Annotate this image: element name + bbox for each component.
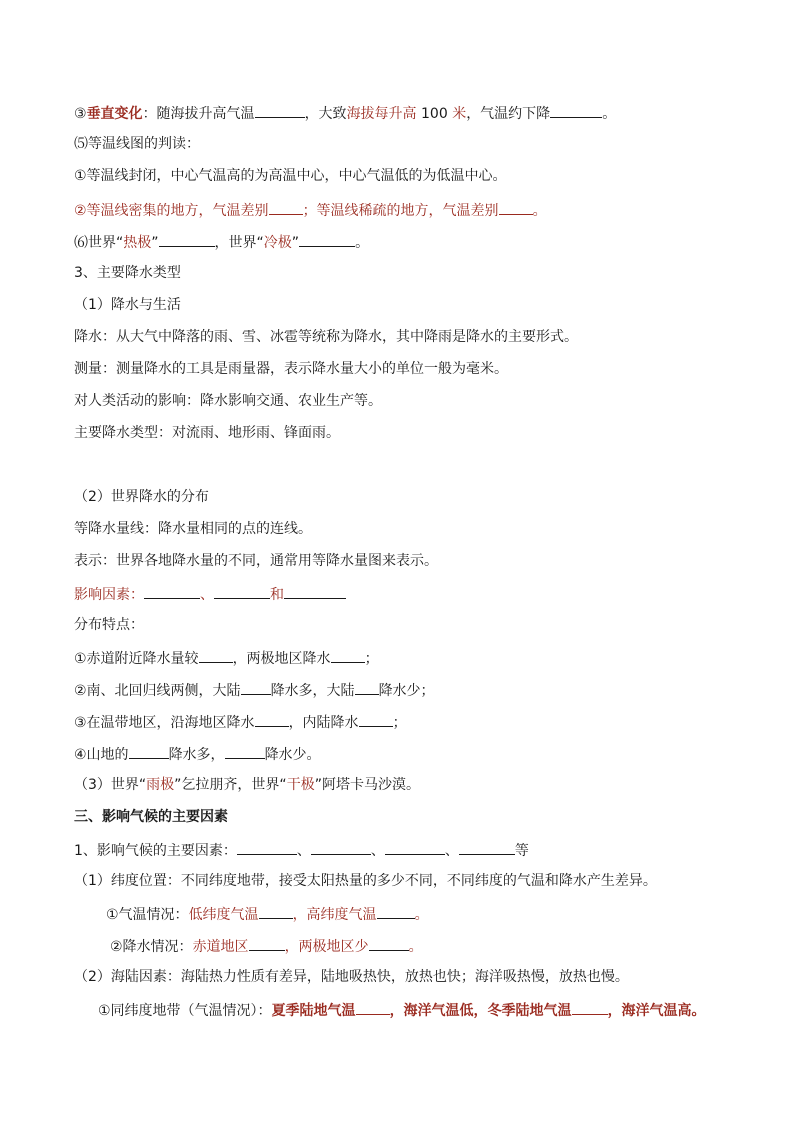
line-precip-map: 表示：世界各地降水量的不同，通常用等降水量图来表示。 <box>74 553 438 569</box>
line-precip-measurement: 测量：测量降水的工具是雨量器，表示降水量大小的单位一般为毫米。 <box>74 361 508 377</box>
blank <box>225 743 265 759</box>
blank <box>255 102 305 118</box>
blank <box>311 839 371 855</box>
line-precip-impact: 对人类活动的影响：降水影响交通、农业生产等。 <box>74 393 382 409</box>
blank <box>499 199 533 215</box>
line-isohyet: 等降水量线：降水量相同的点的连线。 <box>74 521 312 537</box>
line-world-precip-distribution: （2）世界降水的分布 <box>74 489 209 505</box>
blank <box>199 647 233 663</box>
line-precip-life: （1）降水与生活 <box>74 297 181 313</box>
line-isotherm-heading: ⑸等温线图的判读： <box>74 136 200 152</box>
line-equator-precip: ①赤道附近降水量较 ，两极地区降水 ； <box>74 647 379 669</box>
blank <box>259 903 293 919</box>
line-rain-dry-poles: （3）世界“雨极”乞拉朋齐，世界“干极”阿塔卡马沙漠。 <box>74 777 420 793</box>
blank <box>369 935 409 951</box>
blank <box>355 679 379 695</box>
blank <box>331 647 365 663</box>
line-isotherm-closed: ①等温线封闭，中心气温高的为高温中心，中心气温低的为低温中心。 <box>74 168 507 184</box>
blank <box>356 999 390 1015</box>
blank <box>572 999 608 1015</box>
line-climate-factors: 1、影响气候的主要因素： 、 、 、 等 <box>74 839 529 861</box>
line-latitude-position: （1）纬度位置：不同纬度地带，接受太阳热量的多少不同，不同纬度的气温和降水产生差异。 <box>74 873 657 889</box>
blank <box>159 231 215 247</box>
section-heading-climate-factors: 三、影响气候的主要因素 <box>74 809 228 825</box>
line-hot-cold-poles: ⑹世界“热极” ，世界“冷极” 。 <box>74 231 369 253</box>
line-distribution-features: 分布特点： <box>74 617 144 633</box>
line-temperate-precip: ③在温带地区，沿海地区降水 ，内陆降水 ； <box>74 711 407 733</box>
line-isotherm-density: ②等温线密集的地方，气温差别 ；等温线稀疏的地方，气温差别 。 <box>74 199 547 221</box>
blank <box>214 583 270 599</box>
blank <box>249 935 285 951</box>
section-heading-precipitation-types: 3、主要降水类型 <box>74 265 181 281</box>
blank <box>459 839 515 855</box>
blank <box>129 743 169 759</box>
blank <box>359 711 393 727</box>
blank <box>241 679 271 695</box>
line-latitude-temperature: ①气温情况：低纬度气温 ，高纬度气温 。 <box>106 903 429 925</box>
blank <box>237 839 297 855</box>
line-land-sea-factor: （2）海陆因素：海陆热力性质有差异，陆地吸热快，放热也快；海洋吸热慢，放热也慢。 <box>74 969 629 985</box>
line-latitude-precipitation: ②降水情况：赤道地区 ，两极地区少 。 <box>110 935 423 957</box>
blank <box>269 199 303 215</box>
line-mountain-precip: ④山地的 降水多， 降水少。 <box>74 743 321 765</box>
blank <box>255 711 289 727</box>
line-same-latitude-temp: ①同纬度地带（气温情况）：夏季陆地气温 ，海洋气温低，冬季陆地气温 ，海洋气温高。 <box>98 999 706 1021</box>
blank <box>144 583 200 599</box>
blank <box>550 102 602 118</box>
blank <box>284 583 346 599</box>
line-influencing-factors: 影响因素： 、 和 <box>74 583 346 605</box>
line-precip-types: 主要降水类型：对流雨、地形雨、锋面雨。 <box>74 425 340 441</box>
blank <box>377 903 415 919</box>
line-vertical-change: ③垂直变化：随海拔升高气温 ，大致海拔每升高 100 米，气温约下降 。 <box>74 102 616 124</box>
blank <box>299 231 355 247</box>
line-tropics-precip: ②南、北回归线两侧，大陆 降水多，大陆 降水少； <box>74 679 435 701</box>
blank <box>385 839 445 855</box>
line-precip-definition: 降水：从大气中降落的雨、雪、冰雹等统称为降水，其中降雨是降水的主要形式。 <box>74 329 578 345</box>
